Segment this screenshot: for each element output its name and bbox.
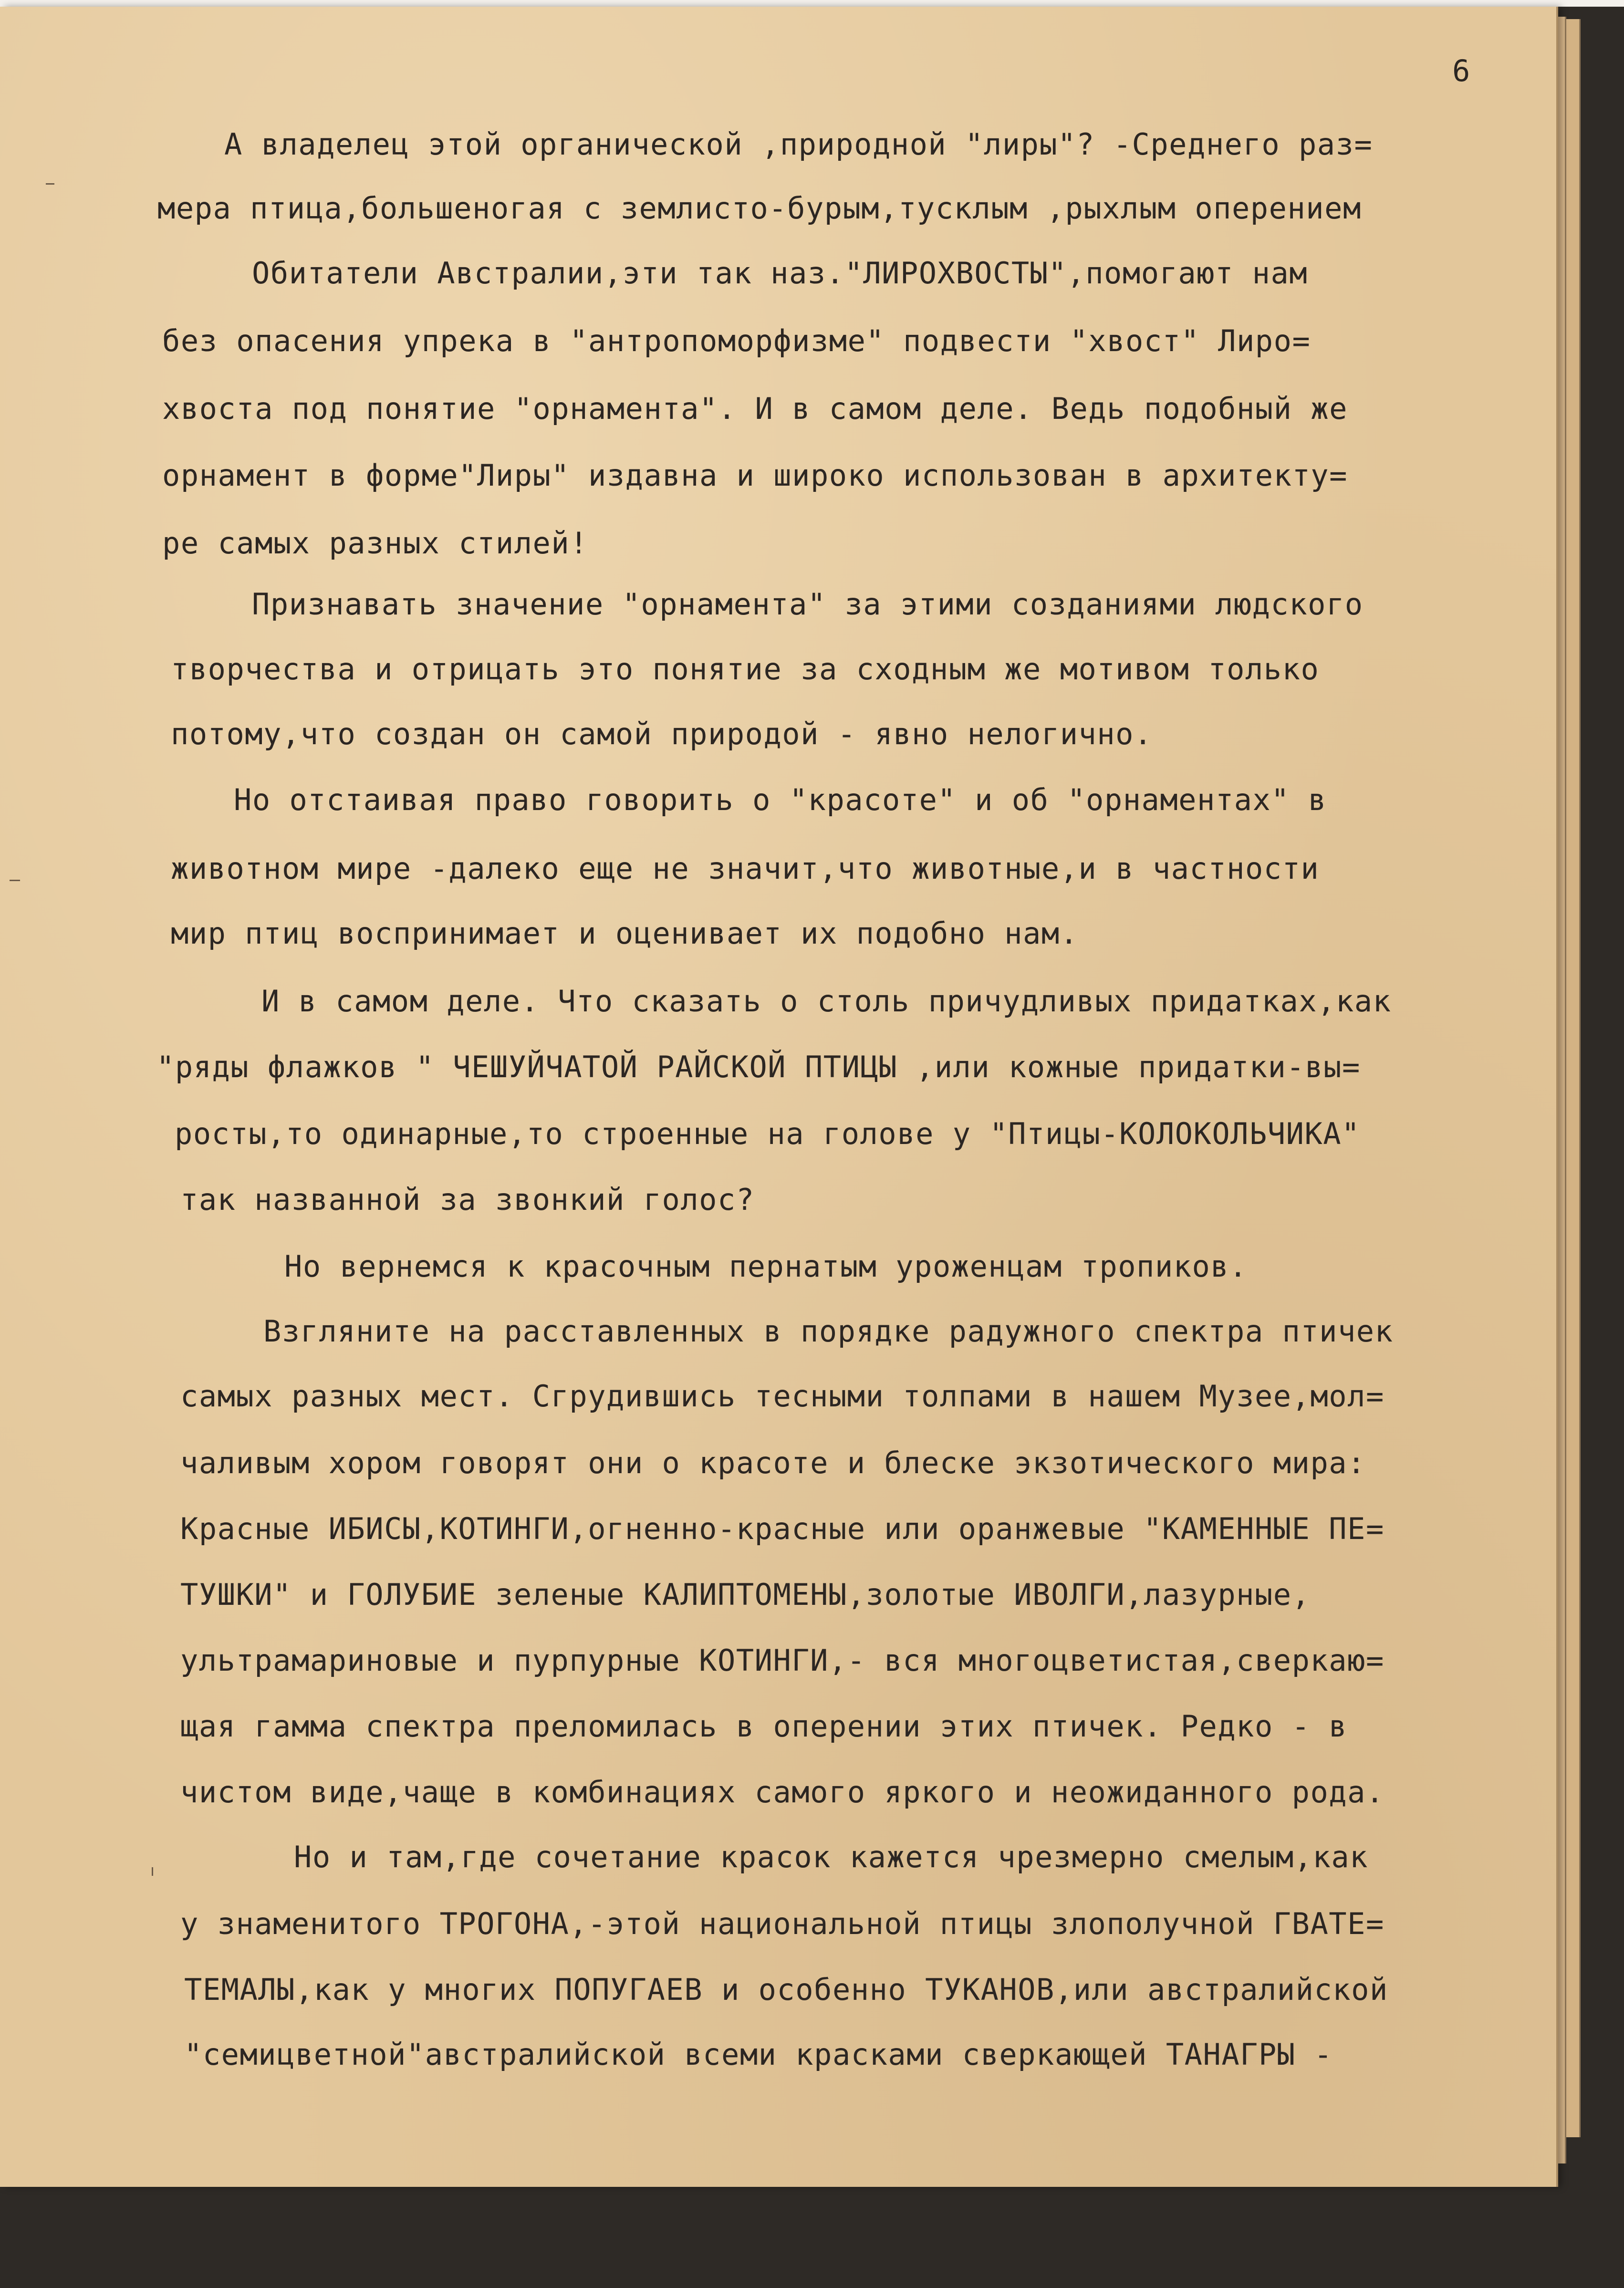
text-line: мера птица,большеногая с землисто-бурым,тусклым ,рыхлым оперением — [157, 191, 1362, 226]
text-line: Но вернемся к красочным пернатым уроженцам тропиков. — [284, 1249, 1248, 1284]
text-line: А владелец этой органической ,природной "лиры"? -Среднего раз= — [224, 127, 1373, 162]
text-line: Красные ИБИСЫ,КОТИНГИ,огненно-красные или оранжевые "КАМЕННЫЕ ПЕ= — [180, 1511, 1385, 1546]
text-line: чаливым хором говорят они о красоте и блеске экзотического мира: — [180, 1446, 1366, 1480]
text-line: Взгляните на расставленных в порядке радужного спектра птичек — [263, 1314, 1394, 1349]
text-line: ТУШКИ" и ГОЛУБИЕ зеленые КАЛИПТОМЕНЫ,золотые ИВОЛГИ,лазурные, — [180, 1577, 1311, 1612]
text-line: "семицветной"австралийской всеми красками сверкающей ТАНАГРЫ - — [184, 2037, 1333, 2072]
text-line: без опасения упрека в "антропоморфизме" подвести "хвост" Лиро= — [162, 323, 1311, 358]
typed-page — [0, 7, 1556, 2187]
text-line: Но отстаивая право говорить о "красоте" и об "орнаментах" в — [234, 782, 1327, 817]
text-line: творчества и отрицать это понятие за сходным же мотивом только — [171, 652, 1320, 686]
text-line: потому,что создан он самой природой - явно нелогично. — [171, 717, 1153, 751]
text-line: ультрамариновые и пурпурные КОТИНГИ,- вся многоцветистая,сверкаю= — [180, 1643, 1385, 1678]
text-line: так названной за звонкий голос? — [180, 1182, 755, 1217]
text-line: у знаменитого ТРОГОНА,-этой национальной птицы злополучной ГВАТЕ= — [180, 1906, 1385, 1941]
text-line: росты,то одинарные,то строенные на голове у "Птицы-КОЛОКОЛЬЧИКА" — [175, 1116, 1360, 1151]
text-line: мир птиц воспринимает и оценивает их подобно нам. — [171, 916, 1079, 951]
text-line: ТЕМАЛЫ,как у многих ПОПУГАЕВ и особенно ТУКАНОВ,или австралийской — [184, 1972, 1388, 2007]
page-body — [0, 7, 1556, 2187]
text-line: "ряды флажков " ЧЕШУЙЧАТОЙ РАЙСКОЙ ПТИЦЫ ,или кожные придатки-вы= — [156, 1050, 1361, 1084]
text-line: самых разных мест. Сгрудившись тесными толпами в нашем Музее,мол= — [180, 1379, 1385, 1414]
text-line: И в самом деле. Что сказать о столь причудливых придатках,как — [261, 984, 1392, 1019]
text-line: Признавать значение "орнамента" за этими созданиями людского — [252, 587, 1364, 622]
text-line: Обитатели Австралии,эти так наз."ЛИРОХВОСТЫ",помогают нам — [252, 256, 1308, 291]
text-line: щая гамма спектра преломилась в оперении этих птичек. Редко - в — [180, 1709, 1348, 1744]
page-number: 6 — [1452, 53, 1470, 88]
text-line: животном мире -далеко еще не значит,что животные,и в частности — [171, 851, 1320, 886]
text-line: Но и там,где сочетание красок кажется чрезмерно смелым,как — [294, 1840, 1368, 1874]
text-line: чистом виде,чаще в комбинациях самого яркого и неожиданного рода. — [180, 1775, 1385, 1810]
text-line: хвоста под понятие "орнамента". И в самом деле. Ведь подобный же — [162, 391, 1348, 426]
text-line: ре самых разных стилей! — [162, 526, 589, 561]
scan-border — [0, 0, 1624, 7]
text-line: орнамент в форме"Лиры" издавна и широко использован в архитекту= — [162, 458, 1348, 493]
